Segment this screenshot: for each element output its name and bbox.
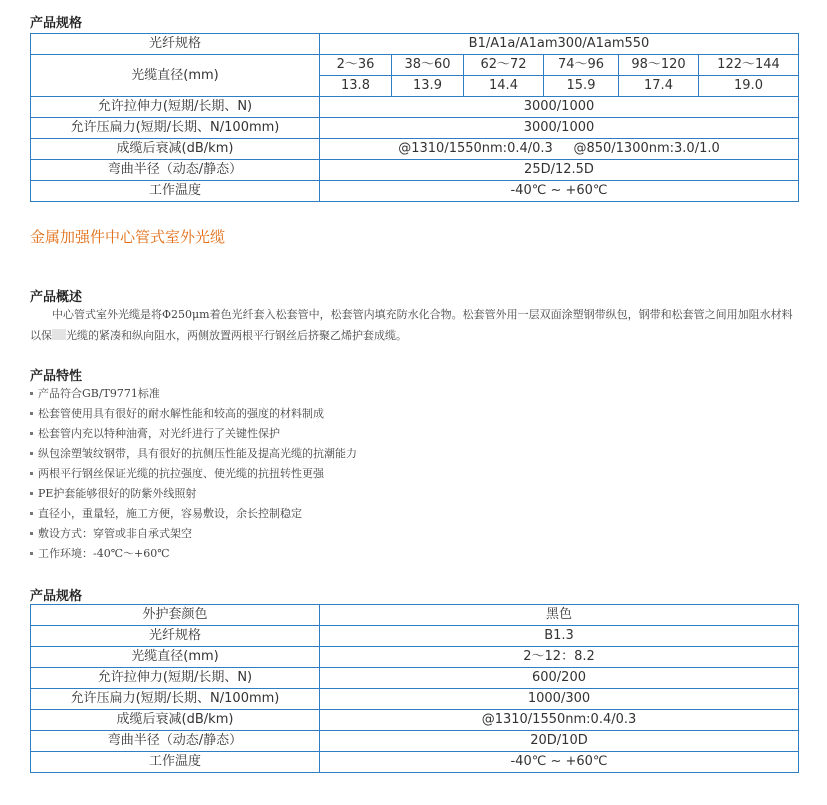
list-item-text: 工作环境：-40℃～+60℃	[38, 547, 170, 560]
table-row	[31, 118, 799, 139]
section-title: 金属加强件中心管式室外光缆	[30, 228, 226, 246]
spec-heading-2: 产品规格	[30, 589, 83, 604]
row-label: 成缆后衰减(dB/km)	[31, 710, 320, 731]
row-label: 允许压扁力(短期/长期、N/100mm)	[31, 689, 320, 710]
table-row	[31, 160, 799, 181]
row-value: 25D/12.5D	[320, 160, 799, 181]
row-label: 允许压扁力(短期/长期、N/100mm)	[31, 118, 320, 139]
row-label: 工作温度	[31, 752, 320, 773]
row-value: B1/A1a/A1am300/A1am550	[320, 34, 799, 55]
diameter-value: 17.4	[619, 76, 699, 97]
list-item	[30, 524, 357, 544]
diameter-range: 2～36	[320, 55, 392, 76]
row-value: 2～12：8.2	[320, 647, 799, 668]
row-label: 工作温度	[31, 181, 320, 202]
row-value: -40℃ ~ +60℃	[320, 181, 799, 202]
list-item-text: 直径小，重量轻，施工方便，容易敷设，余长控制稳定	[38, 507, 302, 520]
diameter-value: 15.9	[544, 76, 619, 97]
row-label: 光纤规格	[31, 626, 320, 647]
list-item-text: PE护套能够很好的防紫外线照射	[38, 487, 197, 500]
list-item	[30, 504, 357, 524]
bullet-icon	[30, 432, 33, 435]
bullet-icon	[30, 412, 33, 415]
table-row	[31, 626, 799, 647]
list-item-text: 松套管内充以特种油膏，对光纤进行了关键性保护	[38, 427, 280, 440]
list-item	[30, 484, 357, 504]
list-item-text: 产品符合GB/T9771标准	[38, 387, 160, 400]
row-value: @1310/1550nm:0.4/0.3 @850/1300nm:3.0/1.0	[320, 139, 799, 160]
table-row	[31, 55, 799, 76]
list-item	[30, 544, 357, 564]
spec-table-1	[30, 33, 799, 202]
diameter-range: 98～120	[619, 55, 699, 76]
table-row	[31, 34, 799, 55]
table-row	[31, 689, 799, 710]
row-value: 黑色	[320, 605, 799, 626]
bullet-icon	[30, 552, 33, 555]
row-label: 光缆直径(mm)	[31, 647, 320, 668]
row-value: 3000/1000	[320, 118, 799, 139]
table-row	[31, 181, 799, 202]
table-row	[31, 647, 799, 668]
list-item	[30, 444, 357, 464]
list-item-text: 松套管使用具有很好的耐水解性能和较高的强度的材料制成	[38, 407, 324, 420]
diameter-value: 14.4	[464, 76, 544, 97]
row-label: 光纤规格	[31, 34, 320, 55]
row-value: B1.3	[320, 626, 799, 647]
row-label: 成缆后衰减(dB/km)	[31, 139, 320, 160]
table-row	[31, 97, 799, 118]
list-item	[30, 464, 357, 484]
row-value: 20D/10D	[320, 731, 799, 752]
row-label: 外护套颜色	[31, 605, 320, 626]
row-label: 弯曲半径（动态/静态）	[31, 731, 320, 752]
redacted-mark	[52, 329, 66, 340]
bullet-icon	[30, 392, 33, 395]
table-row	[31, 731, 799, 752]
diameter-range: 62～72	[464, 55, 544, 76]
row-value: -40℃ ~ +60℃	[320, 752, 799, 773]
table-row	[31, 139, 799, 160]
bullet-icon	[30, 492, 33, 495]
row-label: 弯曲半径（动态/静态）	[31, 160, 320, 181]
features-heading: 产品特性	[30, 369, 83, 384]
row-value: 1000/300	[320, 689, 799, 710]
table-row	[31, 605, 799, 626]
row-value: 3000/1000	[320, 97, 799, 118]
overview-text: 光缆的紧凑和纵向阻水，两侧放置两根平行钢丝后挤聚乙烯护套成缆。	[66, 329, 407, 342]
diameter-value: 19.0	[699, 76, 799, 97]
row-label: 光缆直径(mm)	[31, 55, 320, 97]
list-item-text: 敷设方式：穿管或非自承式架空	[38, 527, 192, 540]
table-row	[31, 710, 799, 731]
spec-heading-1: 产品规格	[30, 16, 83, 31]
overview-paragraph	[30, 304, 800, 346]
list-item	[30, 424, 357, 444]
diameter-value: 13.9	[392, 76, 464, 97]
features-list	[30, 384, 357, 564]
spec-table-2	[30, 604, 799, 773]
list-item-text: 两根平行钢丝保证光缆的抗拉强度、使光缆的抗扭转性更强	[38, 467, 324, 480]
diameter-range: 38～60	[392, 55, 464, 76]
bullet-icon	[30, 472, 33, 475]
list-item	[30, 404, 357, 424]
overview-text: 中心管式室外光缆是将Φ250μm着色光纤套入松套管中，松套管内填充防水化合物。松套管外用一层双面涂塑钢带纵包，钢带和松套管之间用加阻水材料以保	[30, 308, 793, 342]
bullet-icon	[30, 512, 33, 515]
list-item-text: 纵包涂塑皱纹钢带，具有很好的抗侧压性能及提高光缆的抗潮能力	[38, 447, 357, 460]
row-value: @1310/1550nm:0.4/0.3	[320, 710, 799, 731]
overview-heading: 产品概述	[30, 290, 83, 305]
table-row	[31, 668, 799, 689]
diameter-range: 74～96	[544, 55, 619, 76]
list-item	[30, 384, 357, 404]
row-value: 600/200	[320, 668, 799, 689]
row-label: 允许拉伸力(短期/长期、N)	[31, 668, 320, 689]
table-row	[31, 752, 799, 773]
row-label: 允许拉伸力(短期/长期、N)	[31, 97, 320, 118]
bullet-icon	[30, 452, 33, 455]
diameter-value: 13.8	[320, 76, 392, 97]
diameter-range: 122～144	[699, 55, 799, 76]
bullet-icon	[30, 532, 33, 535]
